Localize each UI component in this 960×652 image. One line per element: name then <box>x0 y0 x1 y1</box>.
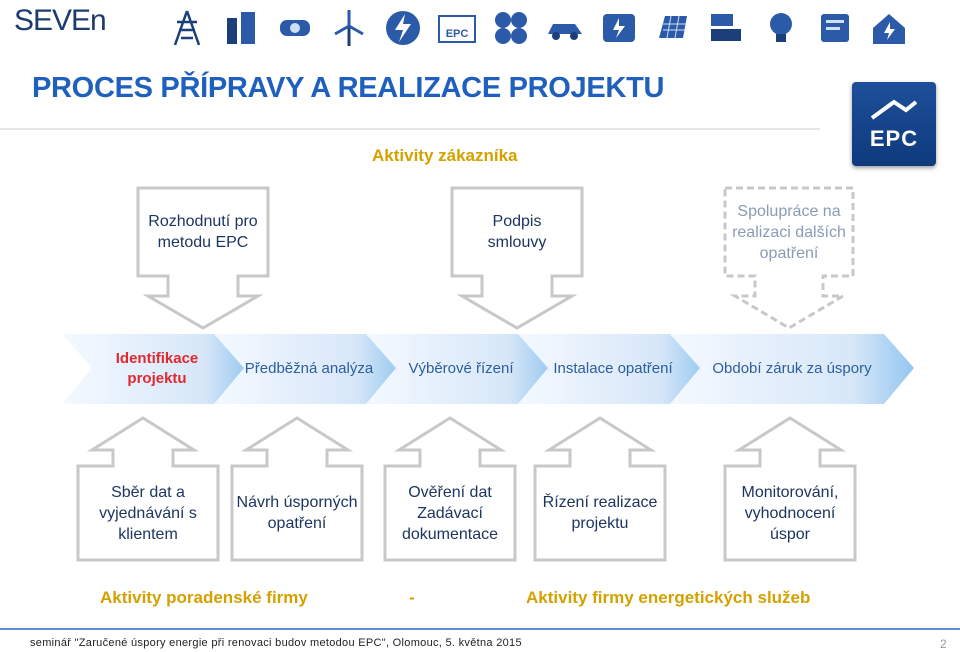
customer-activities-heading: Aktivity zákazníka <box>372 146 518 165</box>
provider-box-data-collection-text: Sběr dat a vyjednávání s klientem <box>99 483 197 543</box>
provider-box-verification-text: Ověření dat Zadávací dokumentace <box>401 483 499 543</box>
esco-activities-label: Aktivity firmy energetických služeb <box>526 588 811 607</box>
customer-box-cooperation-text: Spolupráce na realizaci dalších opatření <box>732 202 846 262</box>
page-number: 2 <box>940 637 947 651</box>
phase-3-label: Výběrové řízení <box>408 360 514 377</box>
page-title: PROCES PŘÍPRAVY A REALIZACE PROJEKTU <box>32 72 665 104</box>
footer-divider <box>0 628 960 630</box>
labels-separator: - <box>409 588 415 607</box>
svg-text:EPC: EPC <box>445 28 469 40</box>
customer-box-contract-text: Podpis smlouvy <box>487 213 547 251</box>
provider-box-management-text: Řízení realizace projektu <box>542 494 658 532</box>
consulting-activities-label: Aktivity poradenské firmy <box>100 588 308 607</box>
phase-5-label: Období záruk za úspory <box>712 360 872 377</box>
phase-1-label: Identifikace projektu <box>115 350 199 387</box>
customer-box-decision-text: Rozhodnutí pro metodu EPC <box>148 213 258 251</box>
phase-2-label: Předběžná analýza <box>244 360 374 377</box>
phase-4-label: Instalace opatření <box>553 360 673 377</box>
provider-box-monitoring-text: Monitorování, vyhodnocení úspor <box>741 483 839 543</box>
epc-logo-text: EPC <box>869 126 919 151</box>
seven-logo: SEVEn <box>14 4 106 37</box>
footer-text: seminář "Zaručené úspory energie při renovaci budov metodou EPC", Olomouc, 5. května 2015 <box>30 637 522 649</box>
provider-box-proposal-text: Návrh úsporných opatření <box>236 494 358 532</box>
